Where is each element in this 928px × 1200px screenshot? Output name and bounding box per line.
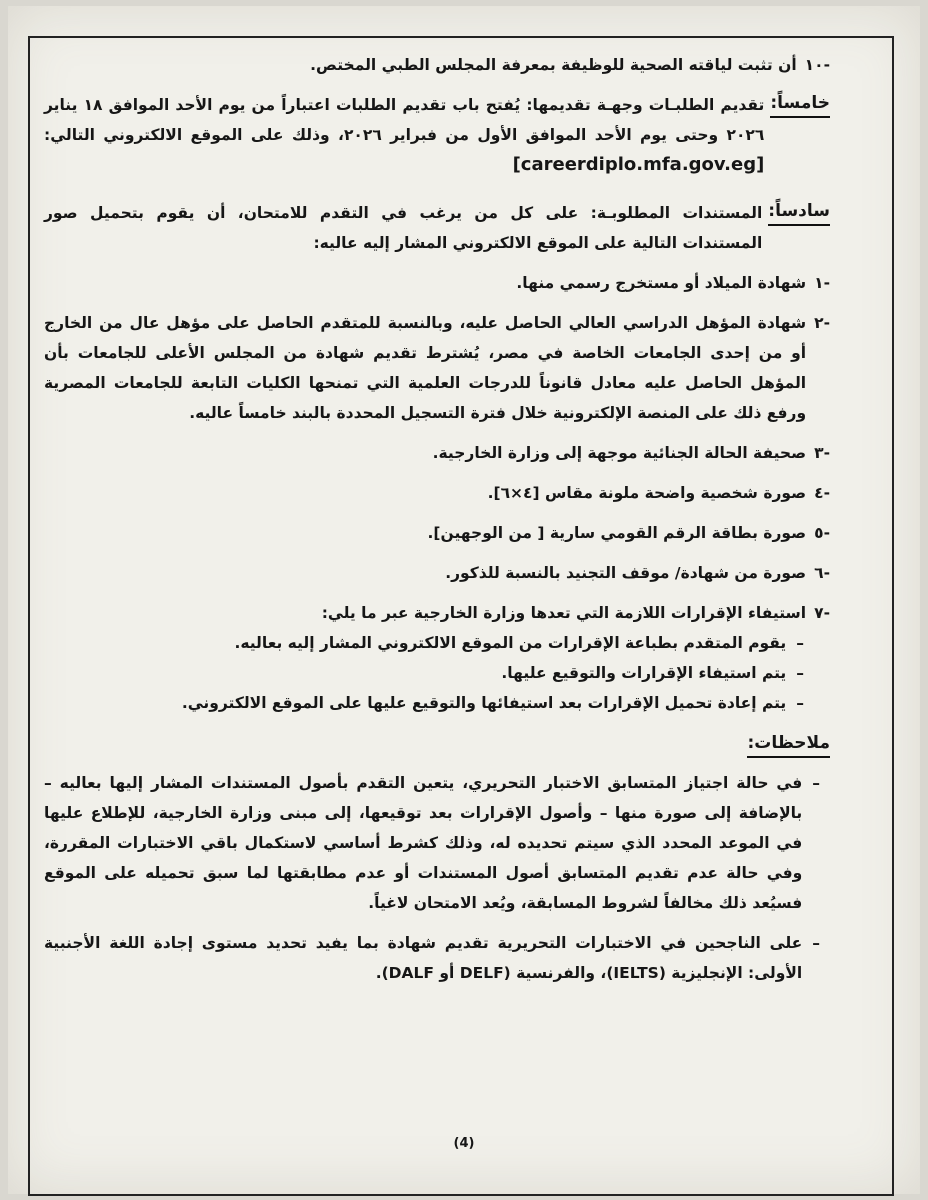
section-6 [44,198,830,258]
note-item [44,928,830,988]
sub-item-text: يتم إعادة تحميل الإقرارات بعد استيفائها والتوقيع عليها على الموقع الالكتروني. [181,694,787,712]
section-5 [44,90,830,180]
section-6-heading: سادساً: [768,198,830,226]
item-text: شهادة المؤهل الدراسي العالي الحاصل عليه، وبالنسبة للمتقدم الحاصل على مؤهل عال من الخارج أو من إحدى الجامعات الخاصة في مصر، يُشترط تقديم شهادة من المجلس الأعلى للجامعات بأن المؤهل الحاصل عليه معادل قانوناً للدرجات العلمية التي تمنحها الكليات التابعة للجامعات المصرية ورفع ذلك على المنصة الإلكترونية خلال فترة التسجيل المحددة بالبند خامساً عاليه. [44,314,807,422]
item-text: صورة بطاقة الرقم القومي سارية [ من الوجهين]. [427,524,807,542]
list-item [44,598,830,628]
item-number: -٣ [814,444,830,462]
sub-item-text: يتم استيفاء الإقرارات والتوقيع عليها. [501,664,787,682]
item-text: أن تثبت لياقته الصحية للوظيفة بمعرفة المجلس الطبي المختص. [310,56,797,74]
dash-bullet: – [812,774,820,792]
note-item [44,768,830,918]
item-text: صورة من شهادة/ موقف التجنيد بالنسبة للذكور. [445,564,807,582]
section-5-body: تقديم الطلبـات وجهـة تقديمها: يُفتح باب تقديم الطلبات اعتباراً من يوم الأحد الموافق ١٨ يناير ٢٠٢٦ وحتى يوم الأحد الموافق الأول من فبراير ٢٠٢٦، وذلك على الموقع الالكتروني التالي: [44,96,765,144]
dash-bullet: – [812,934,820,952]
list-item [44,558,830,588]
document-body [44,50,830,988]
note-text: في حالة اجتياز المتسابق الاختبار التحريري، يتعين التقدم بأصول المستندات المشار إليها بعاليه – بالإضافة إلى صورة منها – وأصول الإقرارات بعد توقيعها، إلى مبنى وزارة الخارجية، للإطلاع عليها في الموعد المحدد الذي سيتم تحديده له، وذلك كشرط أساسي لاستكمال باقي الاختبارات المقررة، وفي حالة عدم تقديم المتسابق أصول المستندات أو عدم مطابقتها لما سبق تحميله على الموقع فسيُعد ذلك مخالفاً لشروط المسابقة، ويُعد الامتحان لاغياً. [44,774,803,912]
section-5-heading: خامساً: [770,90,830,118]
application-url-link[interactable]: [careerdiplo.mfa.gov.eg] [512,154,765,175]
item-text: استيفاء الإقرارات اللازمة التي تعدها وزارة الخارجية عبر ما يلي: [321,604,807,622]
dash-bullet: – [796,664,804,682]
list-item [44,308,830,428]
item-number: -١ [814,274,830,292]
section-5-text [44,90,764,180]
list-item [44,478,830,508]
item-number: -٥ [814,524,830,542]
item-text: شهادة الميلاد أو مستخرج رسمي منها. [516,274,807,292]
dash-bullet: – [796,634,804,652]
sub-item [44,688,830,718]
notes-heading: ملاحظات: [747,730,830,758]
sub-item [44,628,830,658]
item-text: صورة شخصية واضحة ملونة مقاس [٤×٦]. [487,484,807,502]
sub-item-text: يقوم المتقدم بطباعة الإقرارات من الموقع الالكتروني المشار إليه بعاليه. [234,634,787,652]
item-number: -٧ [814,604,830,622]
dash-bullet: – [796,694,804,712]
page-number: (4) [453,1136,475,1151]
item-text: صحيفة الحالة الجنائية موجهة إلى وزارة الخارجية. [432,444,807,462]
item-number: -٤ [814,484,830,502]
list-item [44,438,830,468]
section-6-text: المستندات المطلوبـة: على كل من يرغب في التقدم للامتحان، أن يقوم بتحميل صور المستندات التالية على الموقع الالكتروني المشار إليه عاليه: [44,204,763,252]
item-number: -٢ [814,314,830,332]
notes-heading-row [44,728,830,758]
item-number: -١٠ [804,56,830,74]
item-10 [44,50,830,80]
item-number: -٦ [814,564,830,582]
sub-item [44,658,830,688]
list-item [44,518,830,548]
note-text: على الناجحين في الاختبارات التحريرية تقديم شهادة بما يفيد تحديد مستوى إجادة اللغة الأجنبية الأولى: الإنجليزية (IELTS)، والفرنسية (DELF أو DALF). [44,934,803,982]
list-item [44,268,830,298]
